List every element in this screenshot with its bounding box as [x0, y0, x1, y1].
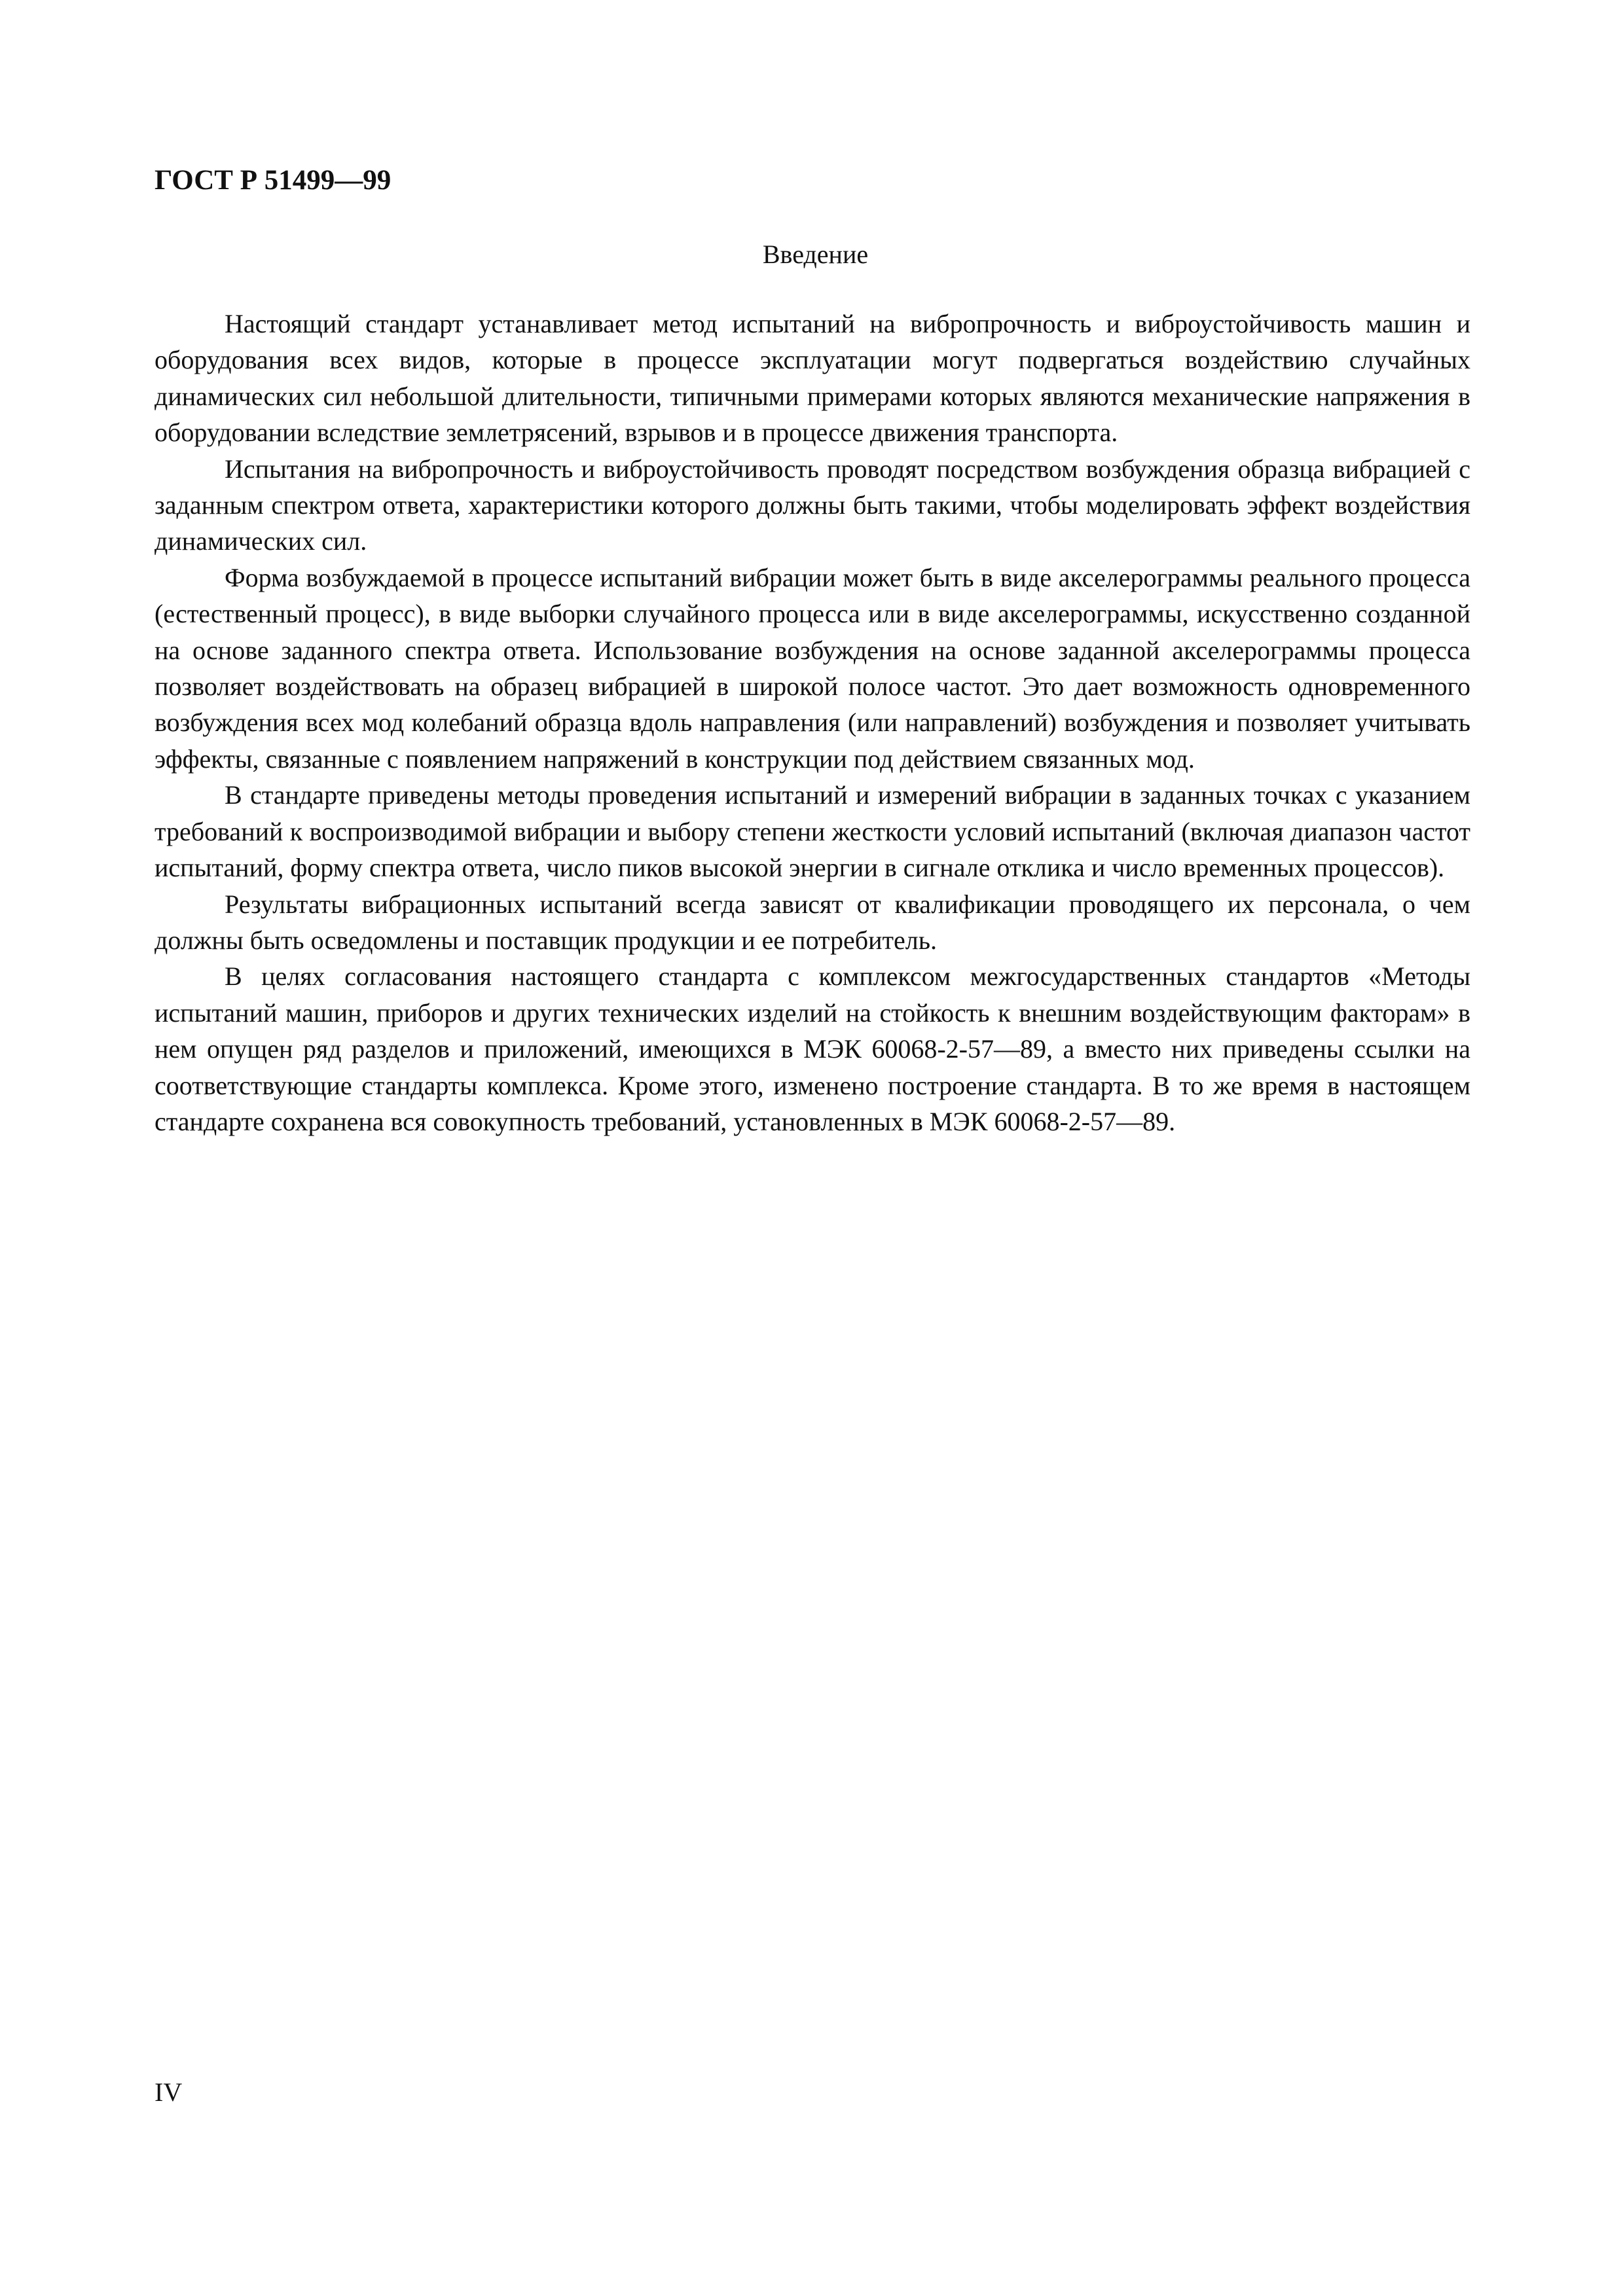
document-code: ГОСТ Р 51499—99: [155, 165, 392, 196]
paragraph-scope: Настоящий стандарт устанавливает метод испытаний на вибропрочность и виброустойчивость машин и оборудования всех видов, которые в процессе эксплуатации могут подвергаться воздействию случайных динамических сил небольшой длительности, типичными примерами которых являются механические напряжения в оборудовании вследствие землетрясений, взрывов и в процессе движения транспорта.: [155, 309, 1470, 448]
paragraph-harmonization: В целях согласования настоящего стандарта с комплексом межгосударственных стандартов «Методы испытаний машин, приборов и других технических изделий на стойкость к внешним воздействующим факторам» в нем опущен ряд разделов и приложений, имеющихся в МЭК 60068-2-57—89, а вместо них приведены ссылки на соответствующие стандарты комплекса. Кроме этого, изменено построение стандарта. В то же время в настоящем стандарте сохранена вся совокупность требований, установленных в МЭК 60068-2-57—89.: [155, 961, 1470, 1136]
paragraph-personnel-qualification: Результаты вибрационных испытаний всегда зависят от квалификации проводящего их персонала, о чем должны быть осведомлены и поставщик продукции и ее потребитель.: [155, 889, 1470, 955]
paragraph-test-procedures: В стандарте приведены методы проведения испытаний и измерений вибрации в заданных точках с указанием требований к воспроизводимой вибрации и выбору степени жесткости условий испытаний (включая диапазон частот испытаний, форму спектра ответа, число пиков высокой энергии в сигнале отклика и число временных процессов).: [155, 780, 1470, 883]
paragraph-excitation-form: Форма возбуждаемой в процессе испытаний вибрации может быть в виде акселерограммы реального процесса (естественный процесс), в виде выборки случайного процесса или в виде акселерограммы, искусственно созданной на основе заданного спектра ответа. Использование возбуждения на основе заданной акселерограммы процесса позволяет воздействовать на образец вибрацией в широкой полосе частот. Это дает возможность одновременного возбуждения всех мод колебаний образца вдоль направления (или направлений) возбуждения и позволяет учитывать эффекты, связанные с появлением напряжений в конструкции под действием связанных мод.: [155, 562, 1470, 774]
introduction-body: [155, 306, 1470, 1139]
paragraph-test-method: Испытания на вибропрочность и виброустойчивость проводят посредством возбуждения образца вибрацией с заданным спектром ответа, характеристики которого должны быть такими, чтобы моделировать эффект воздействия динамических сил.: [155, 454, 1470, 556]
section-title: Введение: [762, 240, 869, 269]
page-number: IV: [155, 2077, 183, 2107]
